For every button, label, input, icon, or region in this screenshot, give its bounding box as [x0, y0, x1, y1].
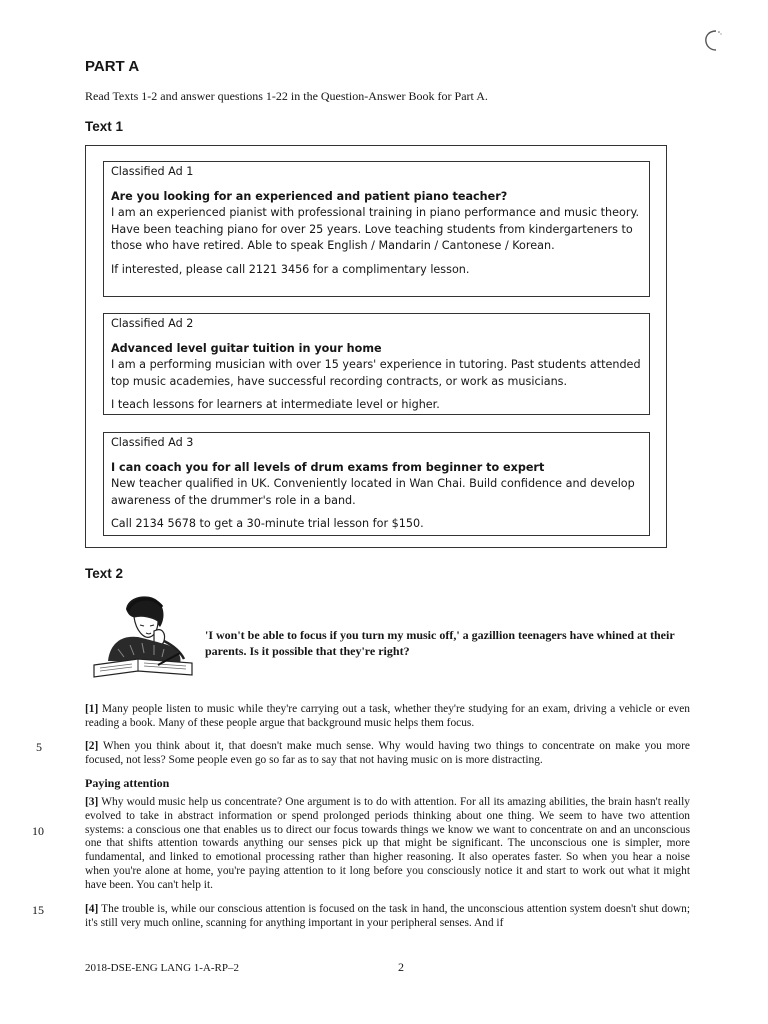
ad-headline: Are you looking for an experienced and patient piano teacher?	[111, 189, 508, 203]
paragraph-2	[85, 740, 690, 768]
paragraph-number: [1]	[85, 703, 99, 715]
paragraph-text: Why would music help us concentrate? One argument is to do with attention. For all its amazing abilities, the brain hasn't really evolved to take in abstract information or spend prolonged periods thinking about one thing. We seem to have two attention systems: a conscious one that enables us to direct our focus towards things we know we want to concentrate on and an unconscious one that shifts attention towards anything our senses pick up that might be significant. The unconscious one is simpler, more fundamental, and linked to emotional processing rather than higher reasoning. It also operates faster. So when you hear a noise when you're alone at home, you're paying attention to it long before you consciously notice it and start to work out what it might have been. You can't help it.	[85, 796, 690, 891]
ad-headline: Advanced level guitar tuition in your home	[111, 341, 382, 355]
ad-body: I am a performing musician with over 15 years' experience in tutoring. Past students attended top music academies, have successful recording contracts, or work as musicians.	[111, 358, 641, 388]
classified-ad-2	[103, 313, 650, 415]
paragraph-1	[85, 703, 690, 731]
line-number: 5	[36, 740, 42, 754]
part-title: PART A	[85, 58, 140, 75]
paragraph-4	[85, 903, 690, 931]
paragraph-text: When you think about it, that doesn't make much sense. Why would having two things to concentrate on make you more focused, not less? Some people even go so far as to say that not having music on is more distracting.	[85, 740, 690, 766]
ad-body: New teacher qualified in UK. Conveniently located in Wan Chai. Build confidence and develop awareness of the drummer's role in a band.	[111, 477, 635, 507]
paragraph-number: [3]	[85, 796, 99, 808]
paragraph-text: The trouble is, while our conscious attention is focused on the task in hand, the unconscious attention system doesn't shut down; it's still very much online, scanning for anything important in your peripheral senses. And if	[85, 903, 690, 929]
paragraph-number: [4]	[85, 903, 99, 915]
ad-body: I am an experienced pianist with professional training in piano performance and music theory. Have been teaching piano for over 25 years. Love teaching students from kindergarteners to those who have retired. Able to speak English / Mandarin / Cantonese / Korean.	[111, 206, 640, 253]
line-number: 10	[32, 824, 44, 838]
text1-label: Text 1	[85, 119, 124, 134]
classified-ad-1	[103, 161, 650, 297]
ad-title: Classified Ad 3	[111, 436, 194, 449]
instructions: Read Texts 1-2 and answer questions 1-22 in the Question-Answer Book for Part A.	[85, 89, 488, 103]
ad-contact: Call 2134 5678 to get a 30-minute trial lesson for $150.	[111, 517, 424, 531]
paragraph-number: [2]	[85, 740, 99, 752]
page-number: 2	[398, 960, 404, 974]
student-headphones-illustration	[88, 591, 196, 683]
ad-contact: I teach lessons for learners at intermediate level or higher.	[111, 398, 440, 412]
teaser-headline: 'I won't be able to focus if you turn my music off,' a gazillion teenagers have whined at their parents. Is it possible that they're right?	[205, 628, 675, 658]
line-number: 15	[32, 903, 44, 917]
section-subheading: Paying attention	[85, 776, 170, 790]
paragraph-text: Many people listen to music while they're carrying out a task, whether they're studying for an exam, driving a vehicle or even reading a book. Many of these people argue that background music helps them focus.	[85, 703, 690, 729]
paragraph-3	[85, 796, 690, 893]
ad-title: Classified Ad 2	[111, 317, 194, 330]
classified-ad-3	[103, 432, 650, 536]
scan-mark-icon	[702, 28, 724, 54]
ad-headline: I can coach you for all levels of drum exams from beginner to expert	[111, 460, 545, 474]
ad-contact: If interested, please call 2121 3456 for a complimentary lesson.	[111, 262, 470, 276]
paper-code: 2018-DSE-ENG LANG 1-A-RP–2	[85, 962, 239, 974]
ad-title: Classified Ad 1	[111, 165, 194, 178]
text2-label: Text 2	[85, 566, 124, 581]
